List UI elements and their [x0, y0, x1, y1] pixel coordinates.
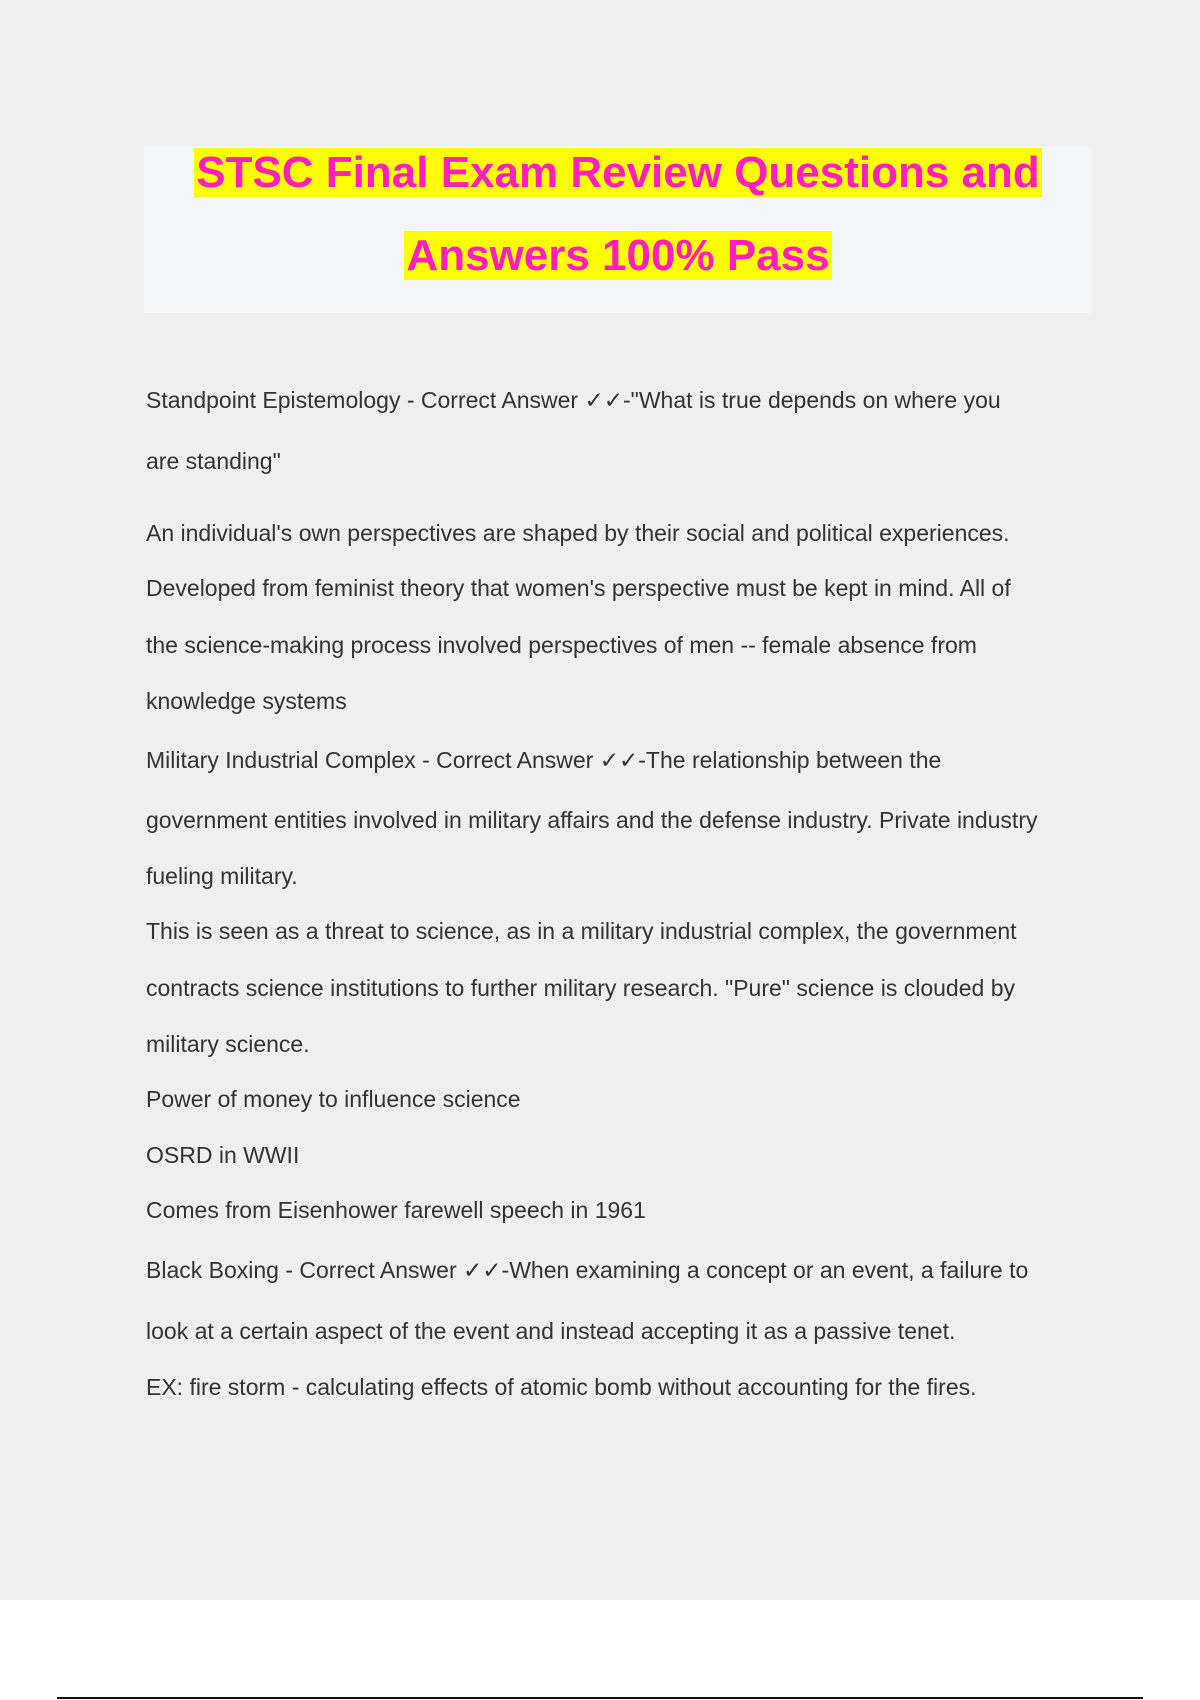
text-line: This is seen as a threat to science, as in a military industrial complex, the government: [146, 918, 1017, 944]
text-line: military science.: [146, 1031, 310, 1057]
footer-divider: [57, 1697, 1143, 1699]
title-highlight-2: Answers 100% Pass: [406, 231, 830, 280]
text-line: government entities involved in military affairs and the defense industry. Private industry: [146, 807, 1038, 833]
text-line: Power of money to influence science: [146, 1086, 521, 1112]
document-title-line-1: [144, 143, 1092, 203]
text-line: Standpoint Epistemology - Correct Answer ✓✓-"What is true depends on where you: [146, 387, 1001, 413]
text-line: EX: fire storm - calculating effects of atomic bomb without accounting for the fires.: [146, 1374, 977, 1400]
text-line: fueling military.: [146, 863, 298, 889]
text-line: are standing": [146, 448, 281, 474]
text-line: Developed from feminist theory that women's perspective must be kept in mind. All of: [146, 575, 1011, 601]
text-line: the science-making process involved perspectives of men -- female absence from: [146, 632, 977, 658]
text-line: Black Boxing - Correct Answer ✓✓-When examining a concept or an event, a failure to: [146, 1257, 1029, 1283]
text-line: An individual's own perspectives are shaped by their social and political experiences.: [146, 520, 1010, 546]
text-line: OSRD in WWII: [146, 1142, 300, 1168]
text-line: Comes from Eisenhower farewell speech in 1961: [146, 1197, 646, 1223]
text-line: contracts science institutions to further military research. "Pure" science is clouded by: [146, 975, 1015, 1001]
text-line: Military Industrial Complex - Correct Answer ✓✓-The relationship between the: [146, 747, 942, 773]
text-line: knowledge systems: [146, 688, 347, 714]
document-title-line-2: [144, 226, 1092, 286]
text-line: look at a certain aspect of the event and instead accepting it as a passive tenet.: [146, 1318, 956, 1344]
title-highlight-1: STSC Final Exam Review Questions and: [196, 148, 1040, 197]
